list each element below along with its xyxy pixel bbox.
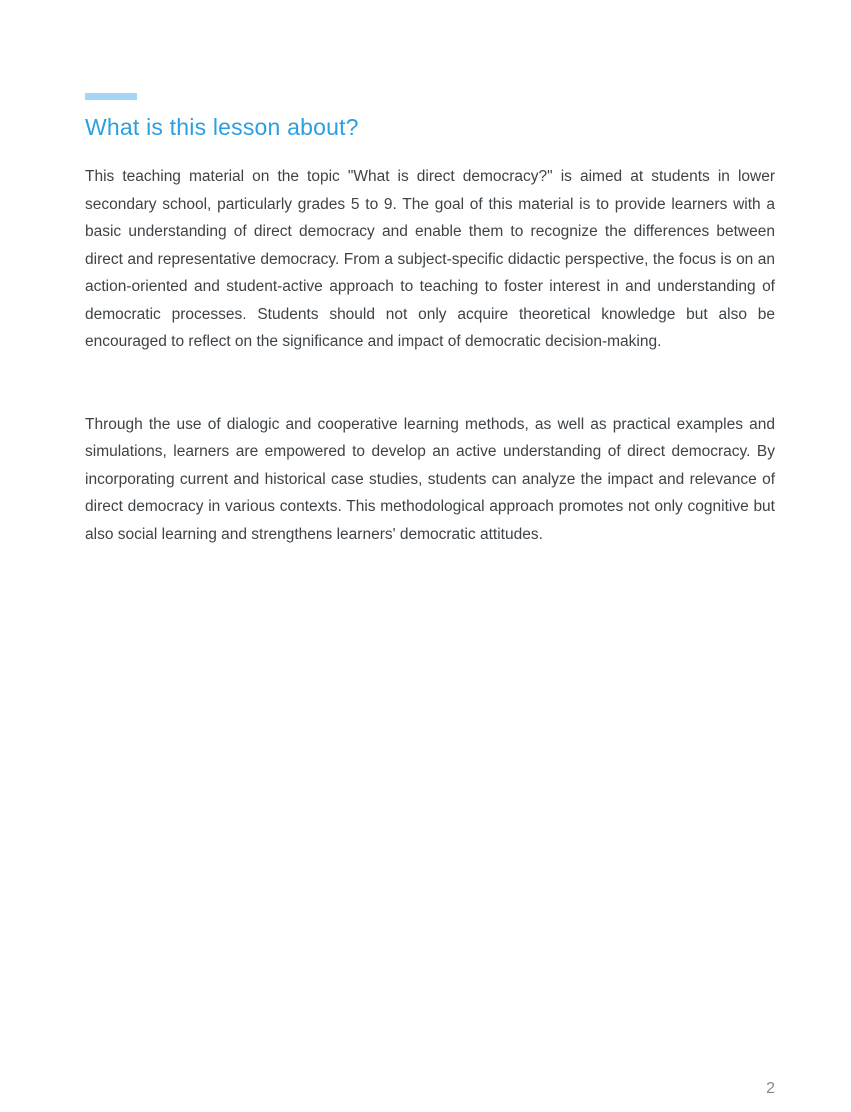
page-title: What is this lesson about? — [85, 114, 359, 140]
heading-accent-bar — [85, 93, 137, 100]
page-number: 2 — [766, 1080, 775, 1097]
body-text — [85, 163, 775, 548]
paragraph-1: This teaching material on the topic "What is direct democracy?" is aimed at students in lower secondary school, particularly grades 5 to 9. The goal of this material is to provide learners with a basic understanding of direct democracy and enable them to recognize the differences between direct and representative democracy. From a subject-specific didactic perspective, the focus is on an action-oriented and student-active approach to teaching to foster interest in and understanding of democratic processes. Students should not only acquire theoretical knowledge but also be encouraged to reflect on the significance and impact of democratic decision-making. — [85, 168, 775, 350]
paragraph-2: Through the use of dialogic and cooperative learning methods, as well as practical examples and simulations, learners are empowered to develop an active understanding of direct democracy. By incorporating current and historical case studies, students can analyze the impact and relevance of direct democracy in various contexts. This methodological approach promotes not only cognitive but also social learning and strengthens learners' democratic attitudes. — [85, 415, 775, 543]
page-content — [85, 93, 775, 548]
